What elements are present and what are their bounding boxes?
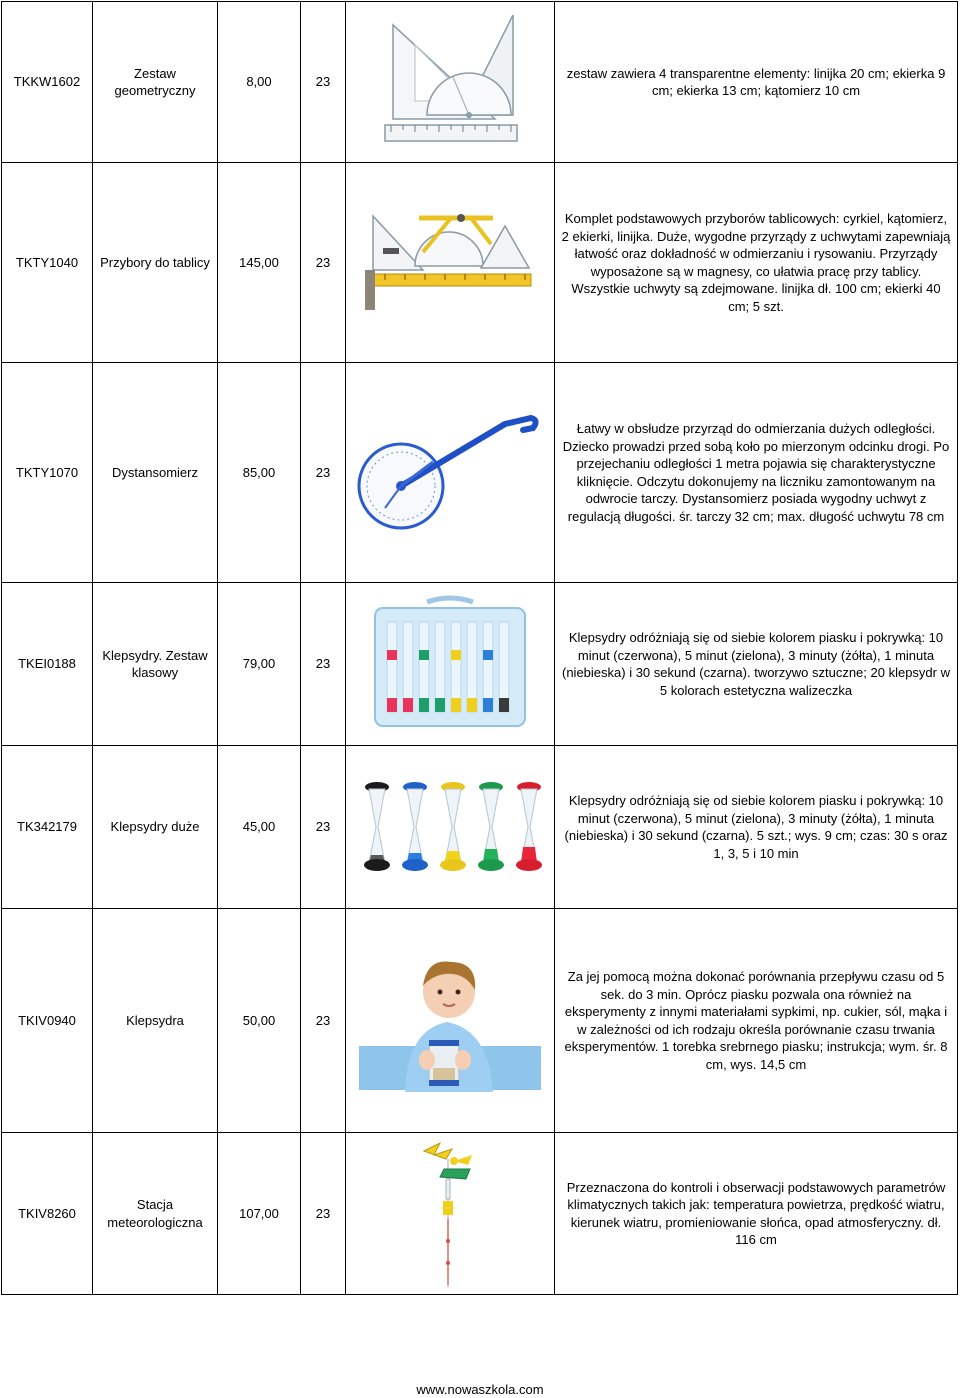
measuring-wheel-image [355,408,545,538]
product-description: Przeznaczona do kontroli i obserwacji podstawowych parametrów klimatycznych takich jak: temperatura powietrza, prędkość wiatru, kierunek wiatru, promieniowanie słońca, opad atmosferyczny. dł. 116 cm [555,1133,958,1295]
table-row [2,1133,958,1295]
product-description: Za jej pomocą można dokonać porównania przepływu czasu od 5 sek. do 3 min. Oprócz piasku pozwala ona również na eksperymenty z innymi materiałami sypkimi, np. cukier, sól, mąka i w zależności od ich rodzaju określa porównanie czasu trwania eksperymentów. 1 torebka srebrnego piasku; instrukcja; wym. śr. 8 cm, wys. 14,5 cm [555,909,958,1133]
product-code: TKIV0940 [2,909,93,1133]
product-image-cell [346,163,555,363]
product-name: Zestaw geometryczny [93,2,218,163]
table-row [2,583,958,746]
product-name: Przybory do tablicy [93,163,218,363]
table-row [2,163,958,363]
blackboard-tools-image [365,208,535,318]
product-price: 107,00 [218,1133,301,1295]
product-price: 145,00 [218,163,301,363]
table-row [2,909,958,1133]
large-hourglasses-image [357,779,543,875]
product-name: Klepsydra [93,909,218,1133]
product-price: 8,00 [218,2,301,163]
hourglass-case-image [367,594,533,734]
table-row [2,2,958,163]
weather-station-image [410,1139,490,1289]
product-description: zestaw zawiera 4 transparentne elementy: linijka 20 cm; ekierka 9 cm; ekierka 13 cm; kątomierz 10 cm [555,2,958,163]
product-price: 85,00 [218,363,301,583]
product-code: TKIV8260 [2,1133,93,1295]
product-image-cell [346,746,555,909]
product-image-cell [346,1133,555,1295]
product-vat: 23 [301,746,346,909]
product-vat: 23 [301,363,346,583]
product-code: TKEI0188 [2,583,93,746]
product-description: Komplet podstawowych przyborów tablicowych: cyrkiel, kątomierz, 2 ekierki, linijka. Duże, wygodne przyrządy z uchwytami zapewniają łatwość oraz dokładność w odmierzaniu i rysowaniu. Przyrządy wyposażone są w magnesy, co ułatwia pracę przy tablicy. Wszystkie uchwyty są zdejmowane. linijka dł. 100 cm; ekierki 40 cm; 5 szt. [555,163,958,363]
product-image-cell [346,583,555,746]
product-code: TKTY1070 [2,363,93,583]
product-image-cell [346,363,555,583]
footer-url[interactable]: www.nowaszkola.com [416,1382,544,1397]
product-vat: 23 [301,583,346,746]
product-image-cell [346,2,555,163]
child-hourglass-image [357,950,543,1092]
product-name: Dystansomierz [93,363,218,583]
product-image-cell [346,909,555,1133]
product-code: TKTY1040 [2,163,93,363]
geometry-set-image [375,7,525,157]
product-vat: 23 [301,909,346,1133]
product-code: TKKW1602 [2,2,93,163]
product-name: Klepsydry. Zestaw klasowy [93,583,218,746]
product-description: Klepsydry odróżniają się od siebie kolorem piasku i pokrywką: 10 minut (czerwona), 5 minut (zielona), 3 minuty (żółta), 1 minuta (niebieska) i 30 sekund (czarna). 5 szt.; wys. 9 cm; czas: 30 s oraz 1, 3, 5 i 10 min [555,746,958,909]
product-description: Klepsydry odróżniają się od siebie kolorem piasku i pokrywką: 10 minut (czerwona), 5 minut (zielona), 3 minuty (żółta), 1 minuta (niebieska) i 30 sekund (czarna). tworzywo sztuczne; 20 klepsydr w 5 kolorach estetyczna walizeczka [555,583,958,746]
product-vat: 23 [301,2,346,163]
product-description: Łatwy w obsłudze przyrząd do odmierzania dużych odległości. Dziecko prowadzi przed sobą koło po mierzonym odcinku drogi. Po przejechaniu odległości 1 metra pojawia się charakterystyczne kliknięcie. Odczytu dokonujemy na liczniku zamontowanym na odwrocie tarczy. Dystansomierz posiada wygodny uchwyt z regulacją długości. śr. tarczy 32 cm; max. długość uchwytu 78 cm [555,363,958,583]
product-price: 45,00 [218,746,301,909]
product-name: Stacja meteorologiczna [93,1133,218,1295]
product-name: Klepsydry duże [93,746,218,909]
table-row [2,746,958,909]
product-vat: 23 [301,163,346,363]
product-code: TK342179 [2,746,93,909]
product-table [1,1,958,1295]
product-price: 79,00 [218,583,301,746]
product-vat: 23 [301,1133,346,1295]
table-row [2,363,958,583]
product-price: 50,00 [218,909,301,1133]
